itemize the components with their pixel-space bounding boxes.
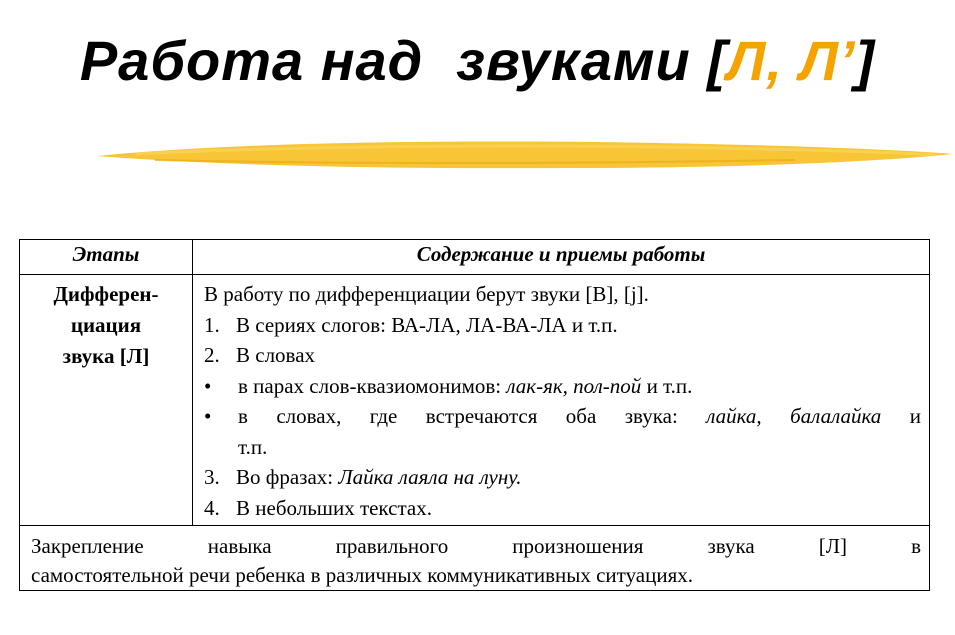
content-cell xyxy=(193,275,930,526)
page-title xyxy=(0,28,955,93)
title-accent: Л, Л’ xyxy=(726,29,856,92)
footer-cell xyxy=(20,526,930,591)
title-prefix: Работа над звуками [ xyxy=(79,29,727,92)
stage-line: звука [Л] xyxy=(62,344,150,368)
bullet-item: • в парах слов-квазиомонимов: лак-як, пол-пой и т.п. xyxy=(204,371,921,402)
bullet-item-continuation: т.п. xyxy=(238,434,268,459)
stage-line: Дифферен- xyxy=(53,282,159,306)
bullet-icon: • xyxy=(204,404,212,428)
list-item: 1. В сериях слогов: ВА-ЛА, ЛА-ВА-ЛА и т.п. xyxy=(204,312,618,337)
list-item: 4. В небольших текстах. xyxy=(204,495,432,520)
stage-line: циация xyxy=(70,313,142,337)
intro-text: В работу по дифференциации берут звуки [В], [j]. xyxy=(204,282,649,306)
header-content: Содержание и приемы работы xyxy=(193,240,930,275)
bullet-icon: • xyxy=(204,373,212,398)
methods-table xyxy=(19,239,930,591)
yellow-brush-stroke xyxy=(95,136,955,176)
bullet-item: • в словах, где встречаются оба звука: лайка, балалайка и xyxy=(204,401,921,432)
list-item: 3. Во фразах: Лайка лаяла на луну. xyxy=(204,465,522,489)
title-suffix: ] xyxy=(855,29,876,92)
footer-line: Закрепление навыка правильного произношения звука [Л] в xyxy=(31,534,921,558)
table-row xyxy=(20,275,930,526)
header-stages: Этапы xyxy=(20,240,193,275)
list-item: 2. В словах xyxy=(204,343,316,367)
footer-line: самостоятельной речи ребенка в различных коммуникативных ситуациях. xyxy=(31,563,693,587)
stage-cell xyxy=(20,275,193,526)
table-footer-row xyxy=(20,526,930,591)
table-header-row xyxy=(20,240,930,275)
